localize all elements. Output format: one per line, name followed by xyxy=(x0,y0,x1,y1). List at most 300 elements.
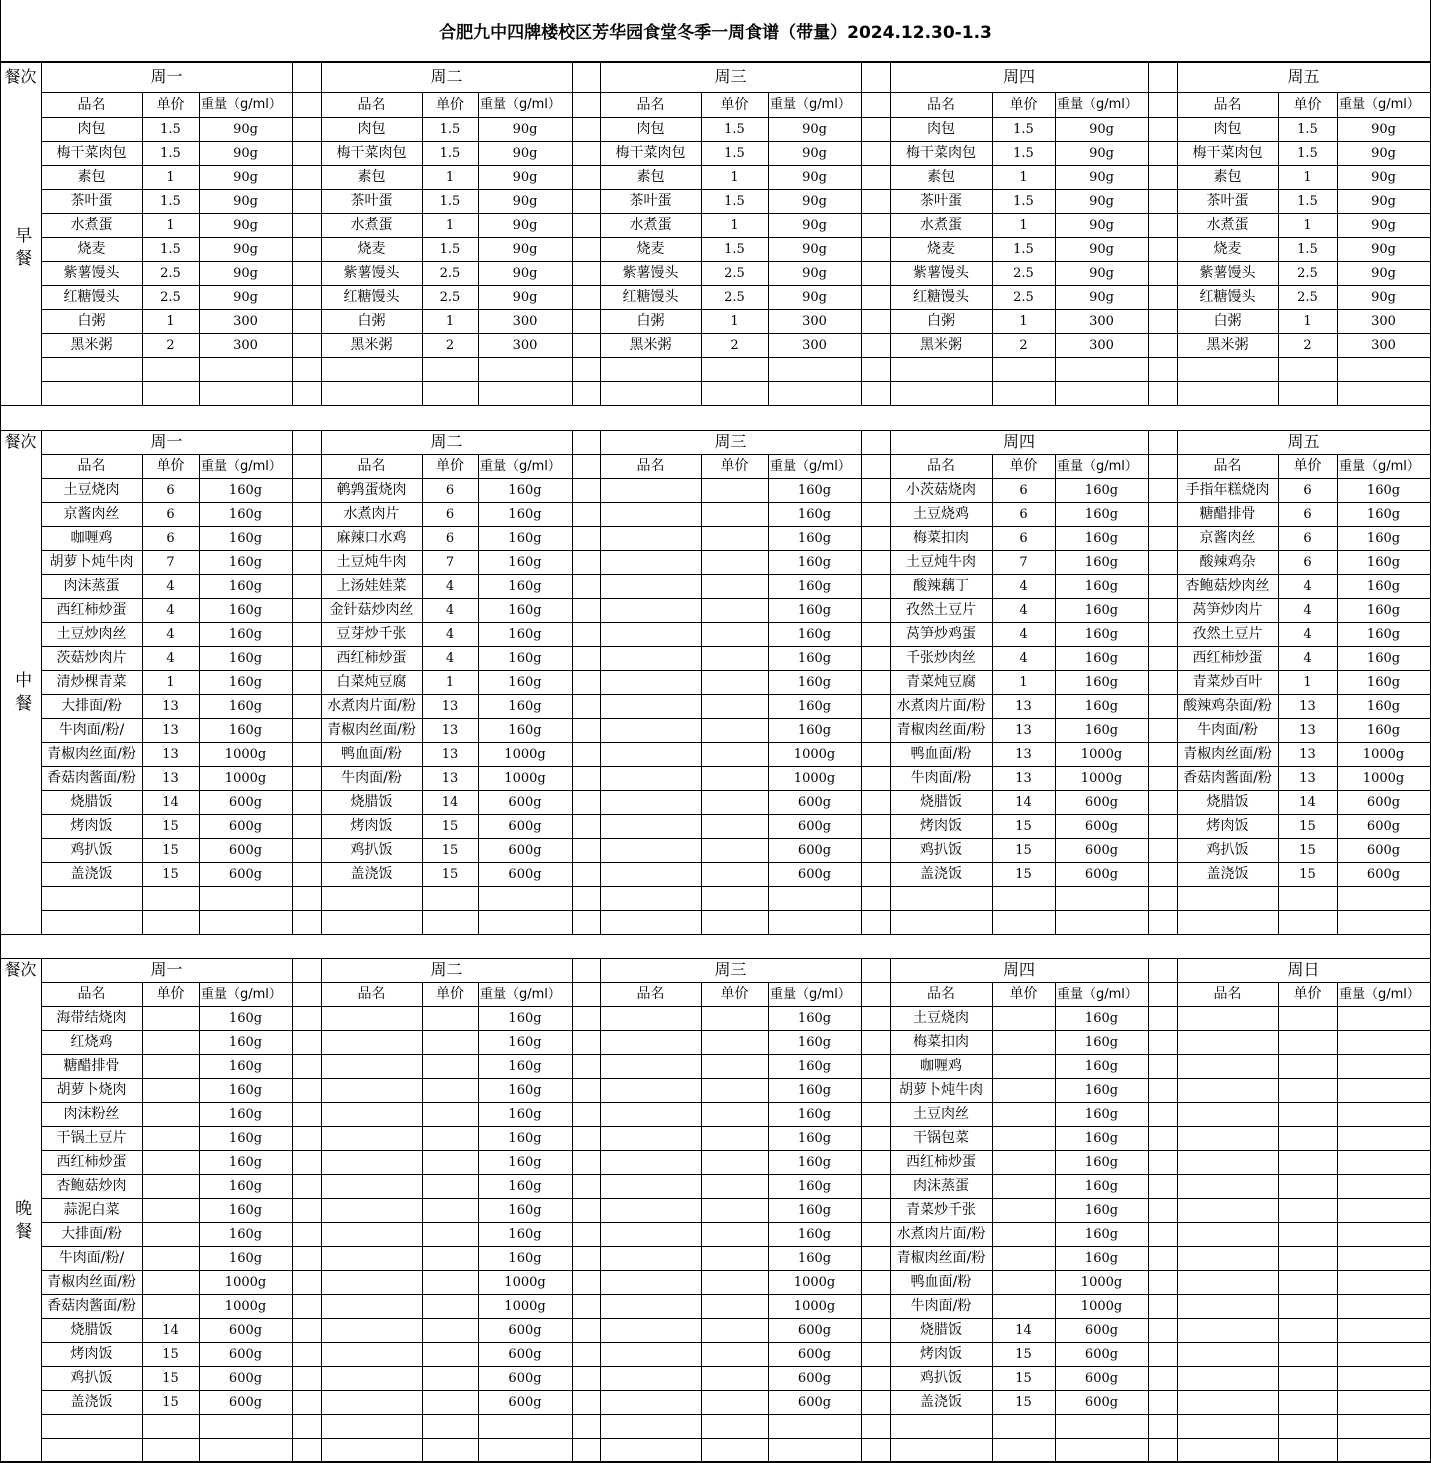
column-header-weight: 重量（g/ml） xyxy=(201,97,282,112)
dish-name: 烧麦 xyxy=(1213,241,1242,257)
dish-name: 鸭血面/粉 xyxy=(910,746,972,762)
dish-name xyxy=(321,1102,422,1126)
dish-weight: 160g xyxy=(1084,1154,1119,1170)
column-header-name: 品名 xyxy=(636,458,665,474)
dish-name: 烤肉饭 xyxy=(350,818,393,834)
dish-name xyxy=(1177,1198,1278,1222)
dish-name: 盖浇饭 xyxy=(350,866,393,882)
dish-name: 西红柿炒蛋 xyxy=(56,1154,127,1170)
dish-weight: 160g xyxy=(228,1034,263,1050)
dish-name xyxy=(600,478,701,502)
dish-weight: 160g xyxy=(797,602,832,618)
dish-price xyxy=(142,1102,199,1126)
dish-price: 1 xyxy=(1303,217,1312,233)
dish-weight: 1000g xyxy=(224,770,267,786)
dish-name: 青椒肉丝面/粉 xyxy=(47,746,136,762)
dish-name: 蒜泥白菜 xyxy=(63,1202,120,1218)
day-header: 周四 xyxy=(1002,960,1035,979)
dish-price xyxy=(701,478,768,502)
dish-price xyxy=(992,1270,1055,1294)
dish-price: 2 xyxy=(730,337,739,353)
dish-name xyxy=(321,1366,422,1390)
dish-weight: 160g xyxy=(508,674,542,690)
dish-name: 盖浇饭 xyxy=(920,866,962,882)
dish-weight: 160g xyxy=(508,1202,542,1218)
dish-price xyxy=(142,1246,199,1270)
dish-name xyxy=(600,790,701,814)
dish-price: 4 xyxy=(1303,626,1312,642)
meal-row-label: 餐次 xyxy=(4,960,37,979)
dish-price: 15 xyxy=(441,818,459,834)
dish-name xyxy=(600,1078,701,1102)
dish-price: 1 xyxy=(730,169,739,185)
dish-name: 水煮蛋 xyxy=(1206,217,1249,233)
dish-weight: 160g xyxy=(508,1010,542,1026)
dish-price xyxy=(701,1342,768,1366)
dish-price xyxy=(701,1390,768,1414)
dish-name: 烤肉饭 xyxy=(920,818,962,834)
dish-price: 15 xyxy=(1015,818,1032,834)
day-header: 周二 xyxy=(430,67,463,86)
dish-name: 青菜炖豆腐 xyxy=(906,674,976,690)
dish-price xyxy=(1278,1270,1337,1294)
dish-name xyxy=(321,1246,422,1270)
dish-name: 烤肉饭 xyxy=(70,818,113,834)
dish-price xyxy=(701,862,768,886)
dish-weight: 160g xyxy=(1084,530,1119,546)
dish-name xyxy=(321,1318,422,1342)
dish-weight: 160g xyxy=(508,1250,542,1266)
dish-weight: 160g xyxy=(1366,698,1401,714)
grid-line xyxy=(41,381,1431,382)
column-header-price: 单价 xyxy=(436,458,464,474)
dish-weight: 1000g xyxy=(1080,770,1123,786)
dish-price: 1.5 xyxy=(1297,241,1318,257)
dish-price: 4 xyxy=(166,650,175,666)
dish-name: 青椒肉丝面/粉 xyxy=(327,722,416,738)
dish-weight: 90g xyxy=(512,265,538,281)
dish-name: 白粥 xyxy=(357,313,386,329)
dish-name: 麻辣口水鸡 xyxy=(336,530,407,546)
column-header-weight: 重量（g/ml） xyxy=(480,458,561,474)
dish-weight: 600g xyxy=(797,842,832,858)
grid-line xyxy=(292,958,293,1462)
dish-price: 1.5 xyxy=(1297,121,1318,137)
dish-price xyxy=(1278,1054,1337,1078)
dish-name: 红糖馒头 xyxy=(63,289,120,305)
dish-weight: 160g xyxy=(797,1034,832,1050)
dish-weight: 300 xyxy=(1089,337,1114,353)
dish-price: 13 xyxy=(1299,746,1316,762)
dish-price xyxy=(701,1198,768,1222)
dish-weight: 160g xyxy=(1084,698,1119,714)
dish-weight: 160g xyxy=(228,602,263,618)
dish-weight: 90g xyxy=(802,265,827,281)
dish-price: 1.5 xyxy=(160,145,181,161)
column-header-name: 品名 xyxy=(927,458,955,474)
dish-price xyxy=(992,1222,1055,1246)
dish-weight xyxy=(1337,1030,1430,1054)
dish-weight: 160g xyxy=(1366,482,1401,498)
dish-weight: 160g xyxy=(228,698,263,714)
dish-price: 13 xyxy=(162,722,179,738)
dish-name: 黑米粥 xyxy=(920,337,962,353)
column-header-weight: 重量（g/ml） xyxy=(1339,97,1420,112)
dish-weight: 90g xyxy=(802,169,827,185)
dish-price: 2.5 xyxy=(724,265,745,281)
dish-weight: 600g xyxy=(228,1370,263,1386)
dish-price xyxy=(701,646,768,670)
dish-price xyxy=(701,1294,768,1318)
dish-price: 1.5 xyxy=(439,121,461,137)
dish-name xyxy=(1177,1102,1278,1126)
dish-price: 1.5 xyxy=(1297,193,1318,209)
dish-name: 白粥 xyxy=(1213,313,1242,329)
dish-weight: 160g xyxy=(1084,1058,1119,1074)
dish-name xyxy=(1177,1054,1278,1078)
dish-price: 15 xyxy=(162,1394,179,1410)
dish-price: 6 xyxy=(1303,554,1312,570)
dish-weight: 160g xyxy=(1084,674,1119,690)
dish-weight: 90g xyxy=(802,121,827,137)
column-header-weight: 重量（g/ml） xyxy=(1057,458,1138,474)
dish-price: 1 xyxy=(730,313,739,329)
dish-name: 红糖馒头 xyxy=(622,289,679,305)
dish-name: 红糖馒头 xyxy=(343,289,400,305)
dish-name: 茶叶蛋 xyxy=(920,193,962,209)
dish-name: 素包 xyxy=(357,169,386,185)
dish-name: 莴笋炒鸡蛋 xyxy=(906,626,976,642)
dish-name xyxy=(1177,1078,1278,1102)
dish-price: 1.5 xyxy=(1013,193,1034,209)
column-header-price: 单价 xyxy=(1009,96,1038,113)
dish-weight xyxy=(1337,1390,1430,1414)
dish-price: 14 xyxy=(1299,794,1316,810)
day-header: 周五 xyxy=(1287,67,1320,86)
dish-name: 糖醋排骨 xyxy=(63,1058,120,1074)
dish-weight: 300 xyxy=(233,337,258,353)
dish-name xyxy=(1177,1246,1278,1270)
dish-weight: 1000g xyxy=(793,746,836,762)
dish-name xyxy=(321,1078,422,1102)
dish-name: 西红柿炒蛋 xyxy=(56,602,127,618)
dish-price xyxy=(1278,1390,1337,1414)
dish-price xyxy=(701,1174,768,1198)
dish-price: 13 xyxy=(1299,698,1316,714)
dish-price: 6 xyxy=(445,506,455,522)
dish-weight: 160g xyxy=(1366,722,1401,738)
dish-name: 牛肉面/粉/ xyxy=(58,722,125,738)
dish-weight: 160g xyxy=(797,554,832,570)
dish-name: 大排面/粉 xyxy=(61,1226,122,1242)
dish-price xyxy=(992,1102,1055,1126)
dish-weight: 160g xyxy=(1084,602,1119,618)
dish-price: 4 xyxy=(445,650,455,666)
dish-price: 4 xyxy=(1303,650,1312,666)
dish-name: 肉包 xyxy=(77,121,106,137)
dish-price xyxy=(422,1318,478,1342)
dish-name: 烧腊饭 xyxy=(1206,794,1249,810)
dish-price: 1 xyxy=(445,313,455,329)
dish-weight: 90g xyxy=(1371,121,1396,137)
column-header-weight: 重量（g/ml） xyxy=(201,986,282,1002)
meal-row-label: 餐次 xyxy=(4,432,37,451)
dish-weight: 300 xyxy=(802,337,827,353)
dish-name: 干锅土豆片 xyxy=(56,1130,127,1146)
dish-weight: 600g xyxy=(508,866,542,882)
dish-weight: 1000g xyxy=(224,1298,267,1314)
dish-name xyxy=(321,1270,422,1294)
dish-name xyxy=(600,526,701,550)
dish-name: 杏鲍菇炒肉丝 xyxy=(1185,578,1270,594)
dish-price: 7 xyxy=(445,554,455,570)
dish-name: 京酱肉丝 xyxy=(1199,530,1256,546)
dish-price xyxy=(422,1174,478,1198)
column-header-name: 品名 xyxy=(1213,986,1242,1002)
dish-name: 鸡扒饭 xyxy=(920,842,962,858)
day-header: 周一 xyxy=(150,67,183,86)
column-header-name: 品名 xyxy=(636,986,665,1002)
column-header-weight: 重量（g/ml） xyxy=(201,458,282,474)
dish-price: 6 xyxy=(1303,530,1312,546)
dish-weight: 160g xyxy=(508,1106,542,1122)
dish-name xyxy=(600,1222,701,1246)
dish-price: 1.5 xyxy=(1297,145,1318,161)
dish-weight: 300 xyxy=(1371,337,1396,353)
dish-price xyxy=(1278,1174,1337,1198)
dish-price xyxy=(992,1174,1055,1198)
day-header: 周一 xyxy=(150,432,183,451)
dish-weight: 160g xyxy=(1366,578,1401,594)
dish-weight: 160g xyxy=(797,1010,832,1026)
dish-name xyxy=(321,1030,422,1054)
dish-price: 15 xyxy=(441,866,459,882)
dish-weight: 90g xyxy=(233,121,258,137)
dish-price: 7 xyxy=(166,554,175,570)
dish-price xyxy=(422,1198,478,1222)
dish-price xyxy=(142,1078,199,1102)
dish-price: 1 xyxy=(1019,313,1028,329)
dish-price: 14 xyxy=(1015,1322,1032,1338)
dish-weight: 90g xyxy=(512,241,538,257)
dish-name: 烧腊饭 xyxy=(350,794,393,810)
dish-weight: 90g xyxy=(233,169,258,185)
column-header-weight: 重量（g/ml） xyxy=(770,97,851,112)
dish-weight: 600g xyxy=(1084,818,1119,834)
dish-price: 13 xyxy=(1015,746,1032,762)
dish-weight: 600g xyxy=(1084,1346,1119,1362)
dish-weight: 1000g xyxy=(1362,770,1405,786)
dish-name: 牛肉面/粉 xyxy=(1197,722,1258,738)
dish-price xyxy=(142,1006,199,1030)
dish-weight: 90g xyxy=(1371,241,1396,257)
dish-name xyxy=(321,1294,422,1318)
dish-weight: 90g xyxy=(1089,241,1114,257)
column-header-name: 品名 xyxy=(636,96,665,113)
dish-name: 杏鲍菇炒肉 xyxy=(56,1178,127,1194)
dish-name: 黑米粥 xyxy=(629,337,672,353)
dish-weight: 160g xyxy=(797,674,832,690)
dish-weight: 300 xyxy=(512,337,538,353)
dish-weight: 160g xyxy=(797,506,832,522)
dish-name: 红糖馒头 xyxy=(1199,289,1256,305)
dish-weight: 1000g xyxy=(1080,1274,1123,1290)
dish-name: 酸辣鸡杂 xyxy=(1199,554,1256,570)
dish-weight: 160g xyxy=(228,1010,263,1026)
dish-name: 茶叶蛋 xyxy=(629,193,672,209)
dish-name: 素包 xyxy=(1213,169,1242,185)
dish-weight: 90g xyxy=(233,265,258,281)
dish-name: 肉包 xyxy=(927,121,955,137)
dish-weight: 600g xyxy=(508,1370,542,1386)
dish-price xyxy=(992,1006,1055,1030)
dish-name: 孜然土豆片 xyxy=(906,602,976,618)
dish-price: 1 xyxy=(166,217,175,233)
dish-price: 13 xyxy=(162,770,179,786)
dish-weight: 90g xyxy=(233,193,258,209)
dish-price xyxy=(142,1030,199,1054)
dish-price: 4 xyxy=(166,602,175,618)
grid-line xyxy=(41,357,1431,358)
dish-price: 1 xyxy=(730,217,739,233)
dish-weight: 160g xyxy=(797,626,832,642)
dish-name: 茨菇炒肉片 xyxy=(56,650,127,666)
dish-weight: 90g xyxy=(1371,145,1396,161)
dish-weight: 90g xyxy=(802,289,827,305)
dish-price: 1.5 xyxy=(160,193,181,209)
dish-price: 4 xyxy=(166,578,175,594)
dish-name: 上汤娃娃菜 xyxy=(336,578,407,594)
dish-name: 大排面/粉 xyxy=(61,698,122,714)
dish-weight: 160g xyxy=(797,1178,832,1194)
dish-weight: 160g xyxy=(797,1202,832,1218)
dish-price: 1.5 xyxy=(439,145,461,161)
dish-weight xyxy=(1337,1006,1430,1030)
dish-price: 4 xyxy=(1303,578,1312,594)
dish-weight: 90g xyxy=(802,145,827,161)
column-header-price: 单价 xyxy=(436,96,464,113)
dish-name: 牛肉面/粉 xyxy=(910,1298,972,1314)
dish-weight: 160g xyxy=(1084,1034,1119,1050)
dish-weight: 600g xyxy=(1366,794,1401,810)
dish-weight: 90g xyxy=(512,145,538,161)
dish-weight: 300 xyxy=(233,313,258,329)
dish-price xyxy=(422,1054,478,1078)
dish-name xyxy=(600,814,701,838)
dish-name xyxy=(600,694,701,718)
dish-price xyxy=(422,1102,478,1126)
dish-name xyxy=(1177,1342,1278,1366)
dish-name: 鸭血面/粉 xyxy=(910,1274,972,1290)
dish-weight: 90g xyxy=(512,169,538,185)
dish-name xyxy=(1177,1294,1278,1318)
day-header: 周日 xyxy=(1287,960,1320,979)
dish-weight xyxy=(1337,1318,1430,1342)
grid-line xyxy=(292,430,293,934)
dish-weight: 600g xyxy=(797,818,832,834)
dish-name: 手指年糕烧肉 xyxy=(1185,482,1270,498)
dish-weight: 90g xyxy=(1371,193,1396,209)
dish-name: 孜然土豆片 xyxy=(1192,626,1263,642)
dish-weight: 600g xyxy=(228,1346,263,1362)
dish-name: 烤肉饭 xyxy=(1206,818,1249,834)
dish-name: 青菜炒千张 xyxy=(906,1202,976,1218)
dish-name: 土豆炒肉丝 xyxy=(56,626,127,642)
dish-weight: 160g xyxy=(1084,1250,1119,1266)
dish-weight: 160g xyxy=(797,698,832,714)
dish-name: 糖醋排骨 xyxy=(1199,506,1256,522)
dish-weight: 1000g xyxy=(504,1298,546,1314)
dish-weight: 160g xyxy=(508,1130,542,1146)
dish-price xyxy=(701,1102,768,1126)
dish-price: 4 xyxy=(445,578,455,594)
grid-line xyxy=(0,405,1431,406)
dish-name: 海带结烧肉 xyxy=(56,1010,127,1026)
dish-price: 2.5 xyxy=(160,265,181,281)
dish-price: 15 xyxy=(1015,1346,1032,1362)
dish-name xyxy=(321,1222,422,1246)
dish-price: 2.5 xyxy=(1297,289,1318,305)
dish-name: 茶叶蛋 xyxy=(350,193,393,209)
dish-weight: 600g xyxy=(228,818,263,834)
dish-name xyxy=(1177,1366,1278,1390)
dish-name xyxy=(600,646,701,670)
dish-price xyxy=(701,574,768,598)
dish-weight: 160g xyxy=(508,1226,542,1242)
dish-weight xyxy=(1337,1222,1430,1246)
dish-weight: 90g xyxy=(1371,217,1396,233)
dish-price: 4 xyxy=(445,602,455,618)
dish-name: 素包 xyxy=(927,169,955,185)
dish-weight: 600g xyxy=(1366,866,1401,882)
dish-price: 15 xyxy=(1299,818,1316,834)
dish-name: 香菇肉酱面/粉 xyxy=(47,1298,136,1314)
dish-weight: 160g xyxy=(228,1130,263,1146)
dish-price: 14 xyxy=(162,794,179,810)
dish-weight: 160g xyxy=(228,530,263,546)
dish-name: 紫薯馒头 xyxy=(1199,265,1256,281)
dish-price: 15 xyxy=(162,1370,179,1386)
dish-weight: 600g xyxy=(228,866,263,882)
dish-price xyxy=(701,1054,768,1078)
dish-weight: 160g xyxy=(1084,1202,1119,1218)
dish-weight: 1000g xyxy=(1080,746,1123,762)
dish-name: 梅干菜肉包 xyxy=(336,145,407,161)
column-header-weight: 重量（g/ml） xyxy=(770,458,851,474)
dish-weight: 600g xyxy=(797,1394,832,1410)
dish-price: 1 xyxy=(1019,217,1028,233)
column-header-name: 品名 xyxy=(1213,96,1242,113)
dish-weight xyxy=(1337,1294,1430,1318)
column-header-weight: 重量（g/ml） xyxy=(1339,458,1420,474)
dish-name xyxy=(321,1006,422,1030)
dish-weight: 90g xyxy=(802,193,827,209)
day-header: 周二 xyxy=(430,432,463,451)
dish-name: 咖喱鸡 xyxy=(920,1058,962,1074)
dish-price xyxy=(701,1126,768,1150)
dish-price: 4 xyxy=(166,626,175,642)
dish-price xyxy=(422,1150,478,1174)
dish-name xyxy=(600,574,701,598)
grid-line xyxy=(861,430,862,934)
dish-name: 土豆烧肉 xyxy=(63,482,120,498)
dish-price xyxy=(422,1366,478,1390)
dish-weight: 1000g xyxy=(504,1274,546,1290)
dish-name xyxy=(600,622,701,646)
dish-weight: 90g xyxy=(1089,169,1114,185)
dish-name: 白菜炖豆腐 xyxy=(336,674,407,690)
dish-name: 土豆炖牛肉 xyxy=(336,554,407,570)
